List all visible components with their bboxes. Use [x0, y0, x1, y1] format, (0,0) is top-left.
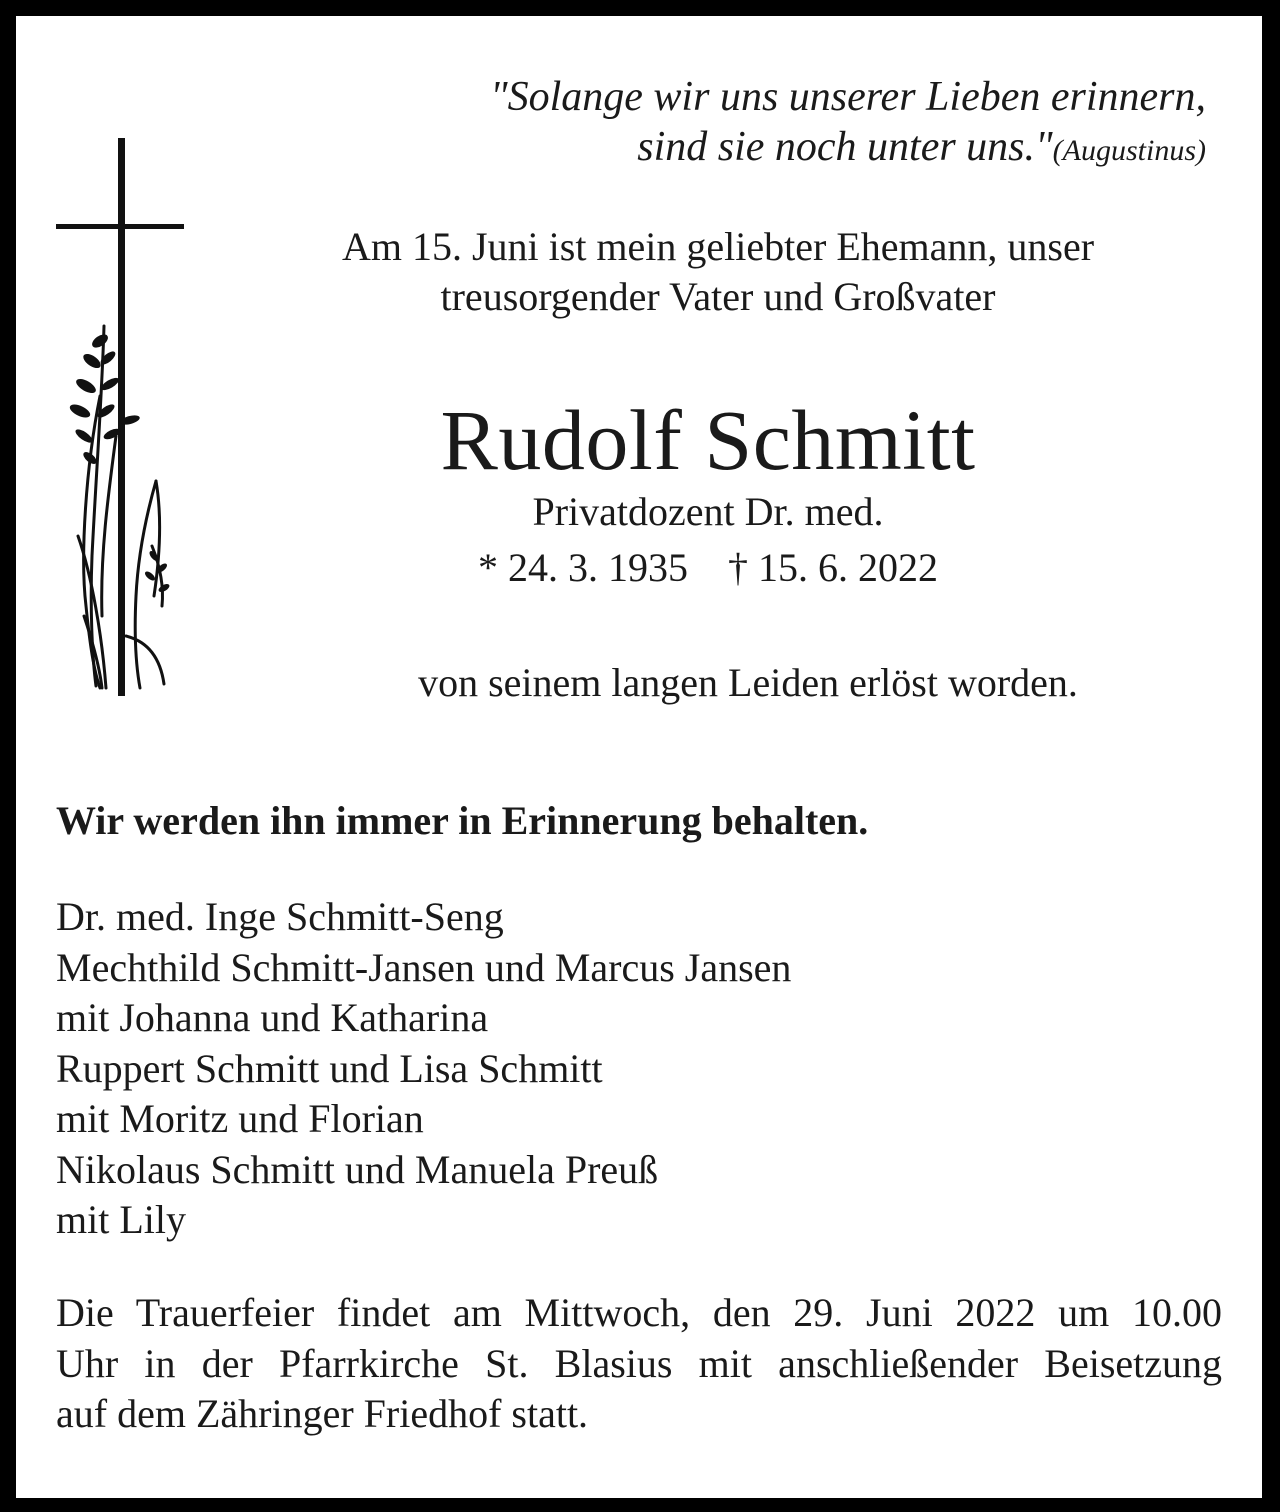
mourner-line: Nikolaus Schmitt und Manuela Preuß: [56, 1146, 659, 1192]
funeral-service-info: [56, 1288, 1222, 1440]
relief-text: von seinem langen Leiden erlöst worden.: [418, 660, 1078, 705]
intro-line-1: Am 15. Juni ist mein geliebter Ehemann, unser: [341, 224, 1095, 269]
birth-date: * 24. 3. 1935: [478, 545, 688, 590]
quote-line-1: "Solange wir uns unserer Lieben erinnern,: [489, 74, 1206, 120]
memory-statement: Wir werden ihn immer in Erinnerung behalten.: [56, 798, 869, 843]
intro-line-2: treusorgender Vater und Großvater: [440, 274, 996, 319]
quote-line-2: [637, 122, 1206, 176]
cross-with-grass-icon: [56, 136, 196, 701]
service-line: auf dem Zähringer Friedhof statt.: [56, 1391, 589, 1436]
service-line: Die Trauerfeier findet am Mittwoch, den 29. Juni 2022 um 10.00: [56, 1290, 1222, 1335]
deceased-title: Privatdozent Dr. med.: [532, 489, 884, 534]
mourners-list: [56, 892, 791, 1246]
mourner-line: mit Johanna und Katharina: [56, 995, 489, 1040]
mourner-line: Mechthild Schmitt-Jansen und Marcus Jansen: [56, 944, 792, 990]
quote-source: (Augustinus): [1052, 134, 1206, 167]
life-dates: [246, 544, 1170, 592]
quote-line-2-text: sind sie noch unter uns.": [637, 124, 1053, 170]
service-line: Uhr in der Pfarrkirche St. Blasius mit anschließender Beisetzung: [56, 1340, 1222, 1386]
deceased-name: Rudolf Schmitt: [440, 392, 976, 488]
mourner-line: Dr. med. Inge Schmitt-Seng: [56, 894, 504, 939]
mourner-line: Ruppert Schmitt und Lisa Schmitt: [56, 1045, 603, 1091]
death-date: † 15. 6. 2022: [728, 545, 938, 590]
mourner-line: mit Moritz und Florian: [56, 1096, 424, 1141]
obituary-notice: [16, 16, 1262, 1498]
mourner-line: mit Lily: [56, 1197, 186, 1242]
